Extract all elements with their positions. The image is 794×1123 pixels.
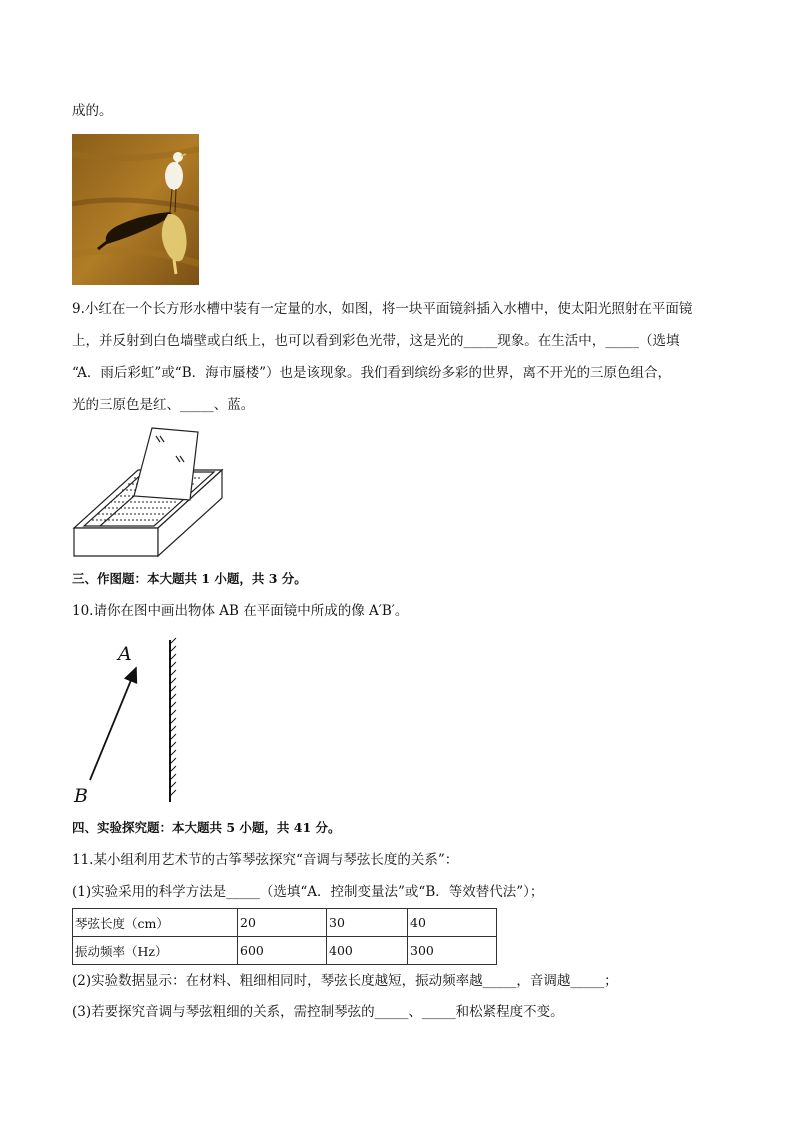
- section-3-heading: 三、作图题：本大题共 1 小题，共 3 分。: [72, 571, 307, 586]
- text-line: 成的。: [72, 103, 113, 119]
- table-cell: 40: [408, 909, 497, 937]
- question-11-text: 11.某小组利用艺术节的古筝琴弦探究“音调与琴弦长度的关系”：: [72, 852, 459, 868]
- table-cell: 琴弦长度（cm）: [73, 909, 238, 937]
- table-cell: 20: [238, 909, 327, 937]
- section-4-heading: 四、实验探究题：本大题共 5 小题，共 41 分。: [72, 820, 341, 835]
- table-cell: 振动频率（Hz）: [73, 937, 238, 965]
- table-row: [73, 909, 497, 937]
- question-10-text: 10.请你在图中画出物体 AB 在平面镜中所成的像 A′B′。: [72, 603, 409, 619]
- question-9-line-4: 光的三原色是红、_____、蓝。: [72, 397, 255, 413]
- table-row: [73, 937, 497, 965]
- question-11-part-1: (1)实验采用的科学方法是_____（选填“A．控制变量法”或“B．等效替代法”）；: [72, 884, 544, 900]
- string-data-table: [72, 908, 497, 965]
- point-b-label: B: [74, 785, 88, 806]
- point-a-label: A: [118, 643, 132, 665]
- question-11-part-2: (2)实验数据显示：在材料、粗细相同时，琴弦长度越短，振动频率越_____，音调越_____；: [72, 973, 618, 989]
- plane-mirror-diagram: [72, 636, 192, 806]
- table-cell: 600: [238, 937, 327, 965]
- water-tank-mirror-diagram: [72, 422, 224, 560]
- table-cell: 30: [327, 909, 408, 937]
- table-cell: 300: [408, 937, 497, 965]
- question-9-line-2: 上，并反射到白色墙壁或白纸上，也可以看到彩色光带，这是光的_____现象。在生活中，_____（选填: [72, 333, 680, 349]
- table-cell: 400: [327, 937, 408, 965]
- egret-reflection-photo: [72, 134, 199, 285]
- question-9-line-3: “A．雨后彩虹”或“B．海市蜃楼”）也是该现象。我们看到缤纷多彩的世界，离不开光的三原色组合，: [72, 365, 672, 381]
- question-9-line-1: 9.小红在一个长方形水槽中装有一定量的水，如图，将一块平面镜斜插入水槽中，使太阳光照射在平面镜: [72, 301, 693, 317]
- question-11-part-3: (3)若要探究音调与琴弦粗细的关系，需控制琴弦的_____、_____和松紧程度不变。: [72, 1004, 564, 1020]
